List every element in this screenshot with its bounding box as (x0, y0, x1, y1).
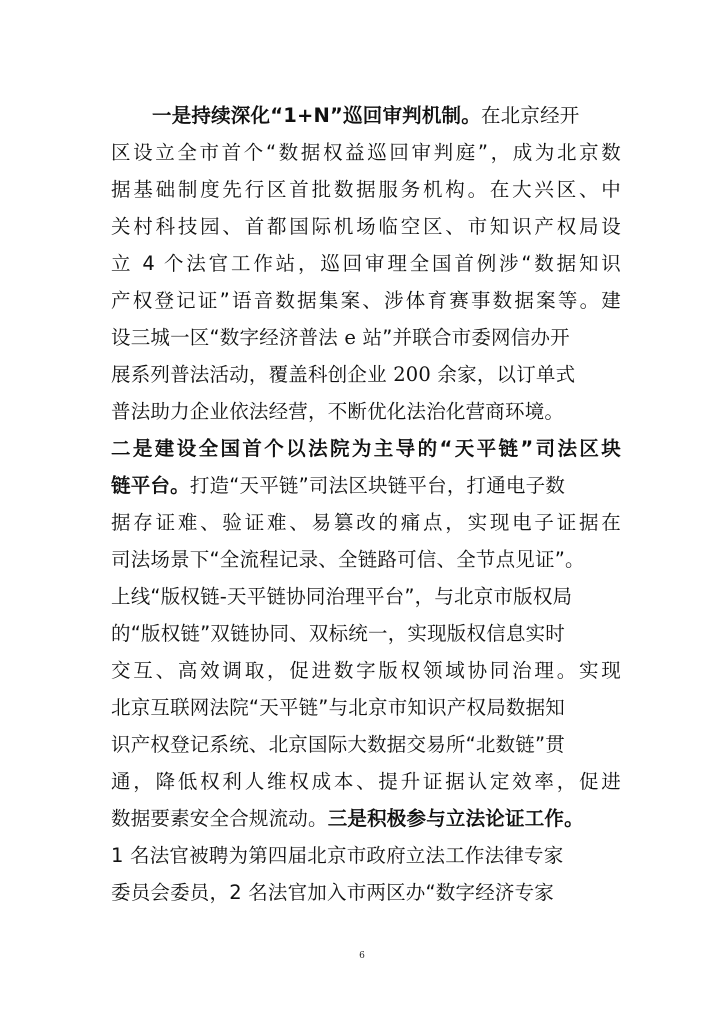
text-run: 1 名法官被聘为第四届北京市政府立法工作法律专家 (111, 844, 564, 867)
paragraph-line (111, 837, 621, 874)
text-run: 站”并联合市委网信办开 (356, 326, 570, 349)
paragraph-line (111, 578, 621, 615)
paragraph-line (111, 763, 621, 800)
text-run-bold: 三是积极参与立法论证工作。 (327, 807, 584, 830)
paragraph-line (111, 97, 621, 134)
paragraph-line (111, 504, 621, 541)
paragraph-line (111, 356, 621, 393)
text-run: 关村科技园、首都国际机场临空区、市知识产权局设 (111, 215, 621, 238)
paragraph-line (111, 541, 621, 578)
text-run: 立 4 个法官工作站，巡回审理全国首例涉“数据知识 (111, 252, 621, 275)
text-run: 通，降低权利人维权成本、提升证据认定效率，促进 (111, 770, 621, 793)
paragraph-line (111, 874, 621, 911)
text-run: 据存证难、验证难、易篡改的痛点，实现电子证据在 (111, 511, 621, 534)
text-run: 交互、高效调取，促进数字版权领域协同治理。实现 (111, 659, 621, 682)
text-run: 余家，以订单式 (431, 363, 576, 386)
text-run: 打造“天平链”司法区块链平台，打通电子数 (189, 474, 566, 497)
text-run: 在北京经开 (480, 104, 580, 127)
text-run: 设三城一区“数字经济普法 (111, 326, 345, 349)
document-body (111, 97, 621, 911)
paragraph-line (111, 245, 621, 282)
paragraph-line (111, 171, 621, 208)
paragraph-line (111, 319, 621, 356)
paragraph-line (111, 430, 621, 467)
text-run: 的“版权链”双链协同、双标统一，实现版权信息实时 (111, 622, 566, 645)
text-run: 识产权登记系统、北京国际大数据交易所“北数链”贯 (111, 733, 566, 756)
text-run-bold: 二是建设全国首个以法院为主导的“天平链”司法区块 (111, 437, 621, 460)
paragraph-line (111, 134, 621, 171)
text-run: 数据要素安全合规流动。 (111, 807, 328, 830)
paragraph-line (111, 726, 621, 763)
text-run: 展系列普法活动，覆盖科创企业 (111, 363, 394, 386)
page-number: 6 (359, 951, 365, 961)
text-run-latin: e (344, 326, 357, 349)
text-run: 区设立全市首个“数据权益巡回审判庭”，成为北京数 (111, 141, 621, 164)
text-run-bold: 一是持续深化“1+N”巡回审判机制。 (152, 104, 481, 127)
paragraph-line (111, 208, 621, 245)
text-run-bold: 链平台。 (111, 474, 190, 497)
text-run: 据基础制度先行区首批数据服务机构。在大兴区、中 (111, 178, 621, 201)
paragraph-line (111, 467, 621, 504)
text-run: 委员会委员，2 名法官加入市两区办“数字经济专家 (111, 881, 555, 904)
paragraph-line (111, 652, 621, 689)
paragraph-line (111, 800, 621, 837)
text-run: 北京互联网法院“天平链”与北京市知识产权局数据知 (111, 696, 566, 719)
text-run: 上线“版权链-天平链协同治理平台”，与北京市版权局 (111, 585, 573, 608)
paragraph-line (111, 615, 621, 652)
paragraph-line (111, 282, 621, 319)
paragraph-line (111, 689, 621, 726)
text-run: 普法助力企业依法经营，不断优化法治化营商环境。 (111, 400, 565, 423)
text-run-latin: 200 (393, 363, 432, 386)
text-run: 司法场景下“全流程记录、全链路可信、全节点见证”。 (111, 548, 585, 571)
paragraph-line (111, 393, 621, 430)
text-run: 产权登记证”语音数据集案、涉体育赛事数据案等。建 (111, 289, 621, 312)
